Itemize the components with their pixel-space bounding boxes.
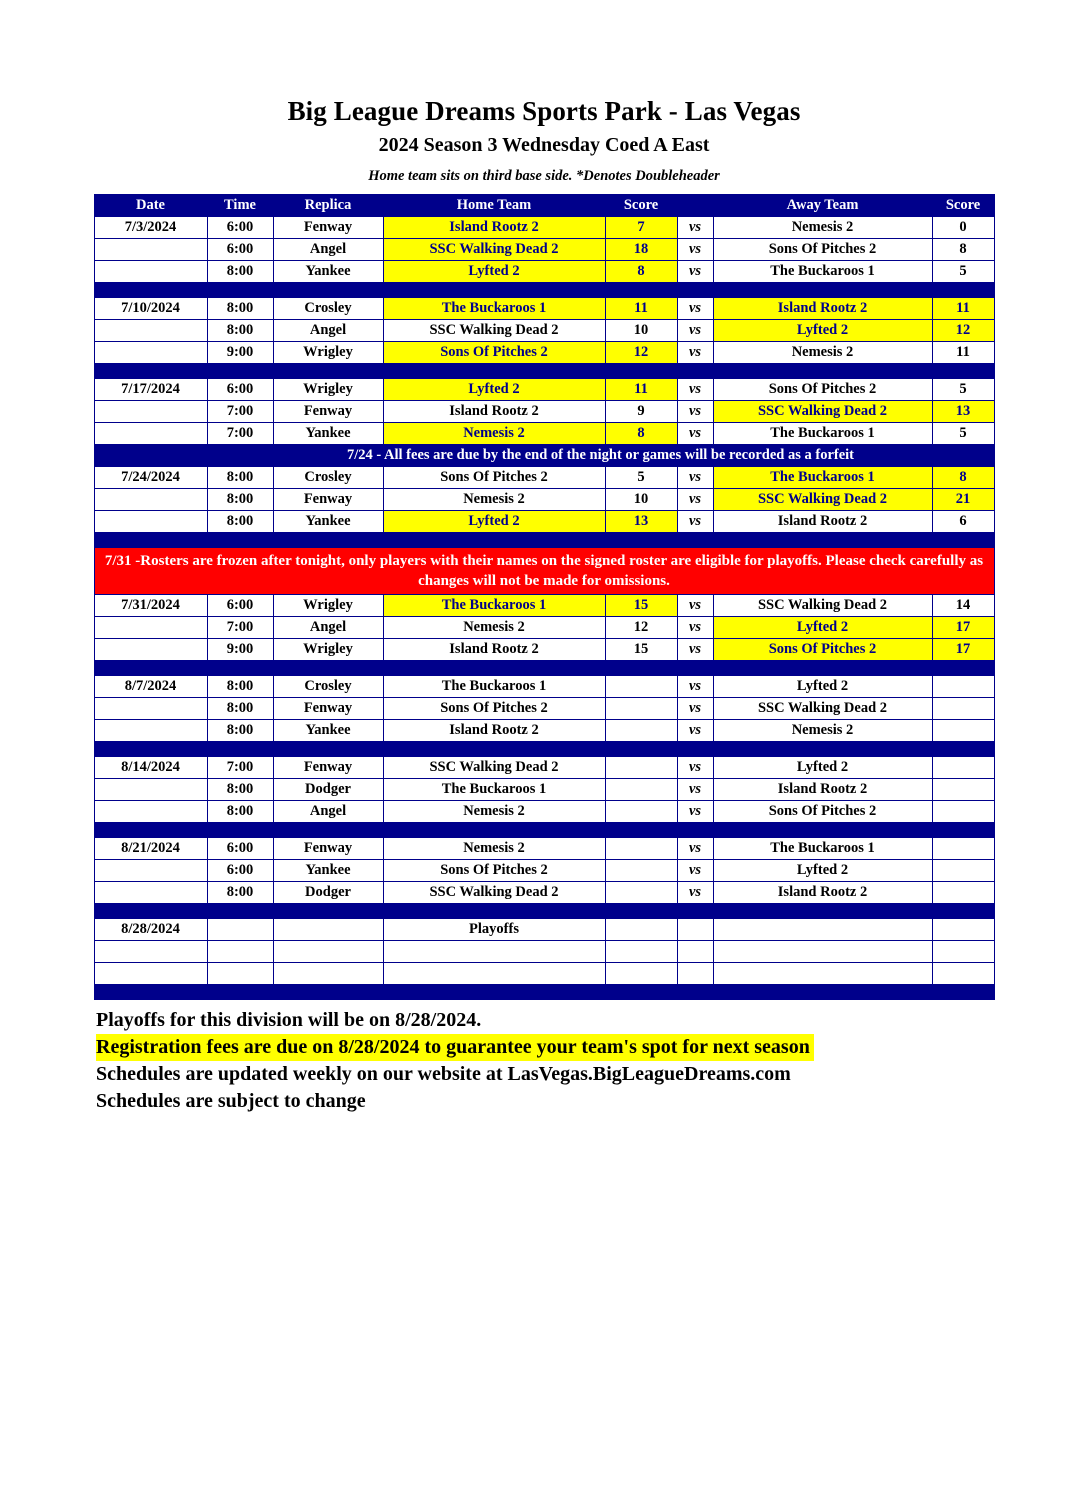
cell-date xyxy=(94,941,207,963)
cell-time: 9:00 xyxy=(207,342,273,364)
cell-home-team: Playoffs xyxy=(383,919,605,941)
cell-away-score: 12 xyxy=(932,320,994,342)
cell-date: 7/10/2024 xyxy=(94,298,207,320)
cell-away-score xyxy=(932,676,994,698)
cell-home-score xyxy=(605,919,677,941)
cell-date: 8/21/2024 xyxy=(94,838,207,860)
cell-home-team: Nemesis 2 xyxy=(383,489,605,511)
cell-away-team: Sons Of Pitches 2 xyxy=(713,239,932,261)
cell-date xyxy=(94,720,207,742)
cell-home-team: SSC Walking Dead 2 xyxy=(383,320,605,342)
cell-home-score: 12 xyxy=(605,342,677,364)
cell-time: 8:00 xyxy=(207,720,273,742)
cell-away-score xyxy=(932,860,994,882)
cell-vs: vs xyxy=(677,511,713,533)
cell-home-team xyxy=(383,963,605,985)
cell-vs: vs xyxy=(677,860,713,882)
cell-replica: Wrigley xyxy=(273,342,383,364)
cell-away-team: The Buckaroos 1 xyxy=(713,261,932,283)
cell-home-score xyxy=(605,698,677,720)
cell-home-team: Island Rootz 2 xyxy=(383,217,605,239)
cell-away-team: Nemesis 2 xyxy=(713,720,932,742)
footer-line-2 xyxy=(94,1061,994,1088)
cell-home-team: SSC Walking Dead 2 xyxy=(383,757,605,779)
cell-away-score xyxy=(932,698,994,720)
cell-home-team: SSC Walking Dead 2 xyxy=(383,239,605,261)
cell-vs xyxy=(677,941,713,963)
column-header-away-score: Score xyxy=(932,195,994,217)
table-row xyxy=(94,860,994,882)
cell-time: 7:00 xyxy=(207,401,273,423)
cell-replica: Yankee xyxy=(273,720,383,742)
cell-time: 6:00 xyxy=(207,217,273,239)
cell-home-score xyxy=(605,860,677,882)
cell-away-score: 5 xyxy=(932,261,994,283)
cell-date xyxy=(94,779,207,801)
cell-replica xyxy=(273,919,383,941)
table-spacer-row xyxy=(94,742,994,757)
cell-replica: Angel xyxy=(273,617,383,639)
cell-home-team: Lyfted 2 xyxy=(383,511,605,533)
cell-home-team: Island Rootz 2 xyxy=(383,639,605,661)
cell-away-team: Sons Of Pitches 2 xyxy=(713,379,932,401)
cell-home-team xyxy=(383,941,605,963)
cell-replica: Angel xyxy=(273,801,383,823)
cell-replica: Angel xyxy=(273,239,383,261)
cell-home-score: 8 xyxy=(605,261,677,283)
cell-away-score xyxy=(932,919,994,941)
cell-away-team: Island Rootz 2 xyxy=(713,298,932,320)
cell-home-team: Island Rootz 2 xyxy=(383,401,605,423)
cell-home-score: 13 xyxy=(605,511,677,533)
table-row xyxy=(94,489,994,511)
banner-text: 7/24 - All fees are due by the end of the night or games will be recorded as a forfeit xyxy=(207,445,994,467)
cell-home-team: Sons Of Pitches 2 xyxy=(383,342,605,364)
cell-away-score: 14 xyxy=(932,595,994,617)
cell-away-score: 13 xyxy=(932,401,994,423)
table-row xyxy=(94,720,994,742)
table-row xyxy=(94,757,994,779)
cell-vs: vs xyxy=(677,676,713,698)
cell-date: 7/3/2024 xyxy=(94,217,207,239)
cell-replica: Dodger xyxy=(273,882,383,904)
cell-home-team: Island Rootz 2 xyxy=(383,720,605,742)
cell-time: 6:00 xyxy=(207,595,273,617)
home-team-note: Home team sits on third base side. *Denotes Doubleheader xyxy=(368,168,720,184)
table-row xyxy=(94,401,994,423)
cell-time: 8:00 xyxy=(207,676,273,698)
cell-replica: Yankee xyxy=(273,423,383,445)
cell-away-team: Lyfted 2 xyxy=(713,676,932,698)
cell-vs: vs xyxy=(677,423,713,445)
footer-text: Schedules are updated weekly on our website at LasVegas.BigLeagueDreams.com xyxy=(96,1063,791,1085)
cell-time: 8:00 xyxy=(207,320,273,342)
cell-away-team: Lyfted 2 xyxy=(713,617,932,639)
cell-replica: Fenway xyxy=(273,757,383,779)
cell-vs xyxy=(677,963,713,985)
cell-time: 8:00 xyxy=(207,801,273,823)
cell-home-score: 15 xyxy=(605,639,677,661)
cell-away-team xyxy=(713,941,932,963)
cell-home-score: 18 xyxy=(605,239,677,261)
table-spacer-row xyxy=(94,283,994,298)
cell-home-score: 15 xyxy=(605,595,677,617)
cell-date xyxy=(94,489,207,511)
table-row xyxy=(94,801,994,823)
cell-away-score xyxy=(932,963,994,985)
cell-home-score: 5 xyxy=(605,467,677,489)
cell-time: 8:00 xyxy=(207,698,273,720)
cell-home-score xyxy=(605,720,677,742)
schedule-table xyxy=(94,194,995,1000)
table-spacer-row xyxy=(94,823,994,838)
column-header-home-score: Score xyxy=(605,195,677,217)
cell-away-score: 17 xyxy=(932,617,994,639)
cell-vs: vs xyxy=(677,838,713,860)
cell-date: 8/28/2024 xyxy=(94,919,207,941)
cell-time: 8:00 xyxy=(207,298,273,320)
cell-away-team: Sons Of Pitches 2 xyxy=(713,639,932,661)
cell-replica: Wrigley xyxy=(273,595,383,617)
column-header-time: Time xyxy=(207,195,273,217)
table-row xyxy=(94,919,994,941)
cell-date xyxy=(94,963,207,985)
cell-time: 7:00 xyxy=(207,757,273,779)
cell-away-team: Sons Of Pitches 2 xyxy=(713,801,932,823)
cell-vs: vs xyxy=(677,239,713,261)
cell-vs: vs xyxy=(677,882,713,904)
cell-time: 8:00 xyxy=(207,261,273,283)
cell-replica: Crosley xyxy=(273,676,383,698)
table-row xyxy=(94,617,994,639)
cell-replica: Yankee xyxy=(273,511,383,533)
cell-home-score: 10 xyxy=(605,320,677,342)
cell-away-team: Lyfted 2 xyxy=(713,757,932,779)
table-row xyxy=(94,963,994,985)
cell-replica: Fenway xyxy=(273,401,383,423)
cell-replica: Fenway xyxy=(273,698,383,720)
cell-home-score xyxy=(605,676,677,698)
cell-vs: vs xyxy=(677,617,713,639)
cell-away-team: Lyfted 2 xyxy=(713,320,932,342)
spacer-cell xyxy=(94,742,994,757)
cell-replica: Wrigley xyxy=(273,639,383,661)
cell-home-team: Nemesis 2 xyxy=(383,423,605,445)
cell-home-team: Sons Of Pitches 2 xyxy=(383,860,605,882)
banner-date-cell xyxy=(94,445,207,467)
notice-banner-row xyxy=(94,445,994,467)
cell-away-team: Nemesis 2 xyxy=(713,342,932,364)
cell-away-team: SSC Walking Dead 2 xyxy=(713,401,932,423)
cell-time: 6:00 xyxy=(207,838,273,860)
cell-home-score: 10 xyxy=(605,489,677,511)
cell-date xyxy=(94,511,207,533)
cell-home-team: Nemesis 2 xyxy=(383,838,605,860)
cell-away-score xyxy=(932,757,994,779)
footer-text: Schedules are subject to change xyxy=(96,1090,366,1112)
table-row xyxy=(94,698,994,720)
cell-away-score: 0 xyxy=(932,217,994,239)
cell-away-score: 17 xyxy=(932,639,994,661)
cell-date xyxy=(94,401,207,423)
cell-time: 8:00 xyxy=(207,882,273,904)
cell-home-team: Nemesis 2 xyxy=(383,617,605,639)
table-spacer-row xyxy=(94,904,994,919)
cell-vs: vs xyxy=(677,261,713,283)
cell-date xyxy=(94,617,207,639)
cell-date xyxy=(94,423,207,445)
table-row xyxy=(94,239,994,261)
footer-line-0 xyxy=(94,1007,994,1034)
footer-text-highlight: Registration fees are due on 8/28/2024 to guarantee your team's spot for next season xyxy=(96,1034,814,1061)
cell-home-team: Sons Of Pitches 2 xyxy=(383,698,605,720)
cell-away-score: 8 xyxy=(932,467,994,489)
table-row xyxy=(94,941,994,963)
cell-home-score xyxy=(605,757,677,779)
cell-replica: Yankee xyxy=(273,860,383,882)
cell-date xyxy=(94,320,207,342)
cell-home-score xyxy=(605,838,677,860)
spacer-cell xyxy=(94,533,994,548)
cell-time xyxy=(207,919,273,941)
cell-away-score xyxy=(932,801,994,823)
cell-away-team xyxy=(713,919,932,941)
cell-vs: vs xyxy=(677,298,713,320)
cell-away-score xyxy=(932,941,994,963)
cell-home-team: Nemesis 2 xyxy=(383,801,605,823)
cell-home-team: SSC Walking Dead 2 xyxy=(383,882,605,904)
footer-line-3 xyxy=(94,1088,994,1115)
table-row xyxy=(94,595,994,617)
cell-vs: vs xyxy=(677,801,713,823)
cell-time: 6:00 xyxy=(207,379,273,401)
spacer-cell xyxy=(94,661,994,676)
cell-time xyxy=(207,941,273,963)
table-row xyxy=(94,511,994,533)
table-row xyxy=(94,217,994,239)
cell-time: 6:00 xyxy=(207,860,273,882)
cell-away-score: 5 xyxy=(932,379,994,401)
cell-date: 8/7/2024 xyxy=(94,676,207,698)
cell-date xyxy=(94,342,207,364)
table-row xyxy=(94,639,994,661)
cell-replica: Crosley xyxy=(273,467,383,489)
cell-vs: vs xyxy=(677,489,713,511)
cell-date: 8/14/2024 xyxy=(94,757,207,779)
cell-date xyxy=(94,698,207,720)
cell-time: 6:00 xyxy=(207,239,273,261)
cell-replica: Fenway xyxy=(273,489,383,511)
footer-line-1 xyxy=(94,1034,994,1061)
cell-away-team xyxy=(713,963,932,985)
cell-home-score: 11 xyxy=(605,379,677,401)
cell-time: 8:00 xyxy=(207,467,273,489)
table-row xyxy=(94,676,994,698)
page-subtitle: 2024 Season 3 Wednesday Coed A East xyxy=(378,134,710,156)
cell-away-score xyxy=(932,720,994,742)
cell-away-team: Lyfted 2 xyxy=(713,860,932,882)
table-row xyxy=(94,342,994,364)
cell-home-team: Lyfted 2 xyxy=(383,261,605,283)
cell-away-team: Island Rootz 2 xyxy=(713,779,932,801)
cell-time xyxy=(207,963,273,985)
cell-away-score: 11 xyxy=(932,298,994,320)
cell-vs xyxy=(677,919,713,941)
cell-home-score: 8 xyxy=(605,423,677,445)
cell-vs: vs xyxy=(677,757,713,779)
table-header-row xyxy=(94,195,994,217)
cell-away-team: The Buckaroos 1 xyxy=(713,423,932,445)
cell-date xyxy=(94,261,207,283)
table-body xyxy=(94,217,994,1000)
table-spacer-row xyxy=(94,985,994,1000)
cell-away-team: The Buckaroos 1 xyxy=(713,467,932,489)
cell-vs: vs xyxy=(677,342,713,364)
roster-freeze-banner-row xyxy=(94,548,994,595)
cell-time: 8:00 xyxy=(207,779,273,801)
cell-home-score xyxy=(605,963,677,985)
cell-away-score: 5 xyxy=(932,423,994,445)
cell-home-score xyxy=(605,801,677,823)
table-row xyxy=(94,379,994,401)
cell-away-score: 21 xyxy=(932,489,994,511)
cell-date xyxy=(94,860,207,882)
cell-date xyxy=(94,639,207,661)
cell-away-team: SSC Walking Dead 2 xyxy=(713,595,932,617)
table-row xyxy=(94,838,994,860)
table-spacer-row xyxy=(94,533,994,548)
cell-away-team: Island Rootz 2 xyxy=(713,882,932,904)
column-header-vs xyxy=(677,195,713,217)
cell-time: 8:00 xyxy=(207,511,273,533)
cell-home-score: 7 xyxy=(605,217,677,239)
cell-replica: Dodger xyxy=(273,779,383,801)
table-row xyxy=(94,423,994,445)
cell-home-team: The Buckaroos 1 xyxy=(383,595,605,617)
table-row xyxy=(94,467,994,489)
column-header-away-team: Away Team xyxy=(713,195,932,217)
cell-vs: vs xyxy=(677,217,713,239)
cell-away-team: Island Rootz 2 xyxy=(713,511,932,533)
cell-away-score: 11 xyxy=(932,342,994,364)
spacer-cell xyxy=(94,985,994,1000)
spacer-cell xyxy=(94,283,994,298)
cell-away-score: 8 xyxy=(932,239,994,261)
footer-notes xyxy=(94,1007,994,1115)
cell-home-team: The Buckaroos 1 xyxy=(383,676,605,698)
cell-away-team: SSC Walking Dead 2 xyxy=(713,489,932,511)
cell-replica: Crosley xyxy=(273,298,383,320)
cell-home-team: Lyfted 2 xyxy=(383,379,605,401)
cell-date: 7/31/2024 xyxy=(94,595,207,617)
table-row xyxy=(94,298,994,320)
cell-away-score xyxy=(932,838,994,860)
cell-time: 8:00 xyxy=(207,489,273,511)
cell-replica: Wrigley xyxy=(273,379,383,401)
cell-home-score: 11 xyxy=(605,298,677,320)
cell-home-score: 12 xyxy=(605,617,677,639)
cell-replica xyxy=(273,963,383,985)
table-spacer-row xyxy=(94,661,994,676)
cell-date: 7/17/2024 xyxy=(94,379,207,401)
cell-date xyxy=(94,882,207,904)
cell-replica: Yankee xyxy=(273,261,383,283)
cell-date xyxy=(94,801,207,823)
cell-home-score xyxy=(605,941,677,963)
table-row xyxy=(94,779,994,801)
table-row xyxy=(94,320,994,342)
cell-date: 7/24/2024 xyxy=(94,467,207,489)
cell-replica: Fenway xyxy=(273,838,383,860)
cell-home-score: 9 xyxy=(605,401,677,423)
cell-home-team: The Buckaroos 1 xyxy=(383,779,605,801)
cell-replica xyxy=(273,941,383,963)
cell-away-score: 6 xyxy=(932,511,994,533)
schedule-document xyxy=(0,96,1088,1504)
cell-replica: Fenway xyxy=(273,217,383,239)
table-row xyxy=(94,882,994,904)
cell-time: 7:00 xyxy=(207,617,273,639)
column-header-replica: Replica xyxy=(273,195,383,217)
column-header-home-team: Home Team xyxy=(383,195,605,217)
cell-vs: vs xyxy=(677,779,713,801)
cell-time: 9:00 xyxy=(207,639,273,661)
cell-vs: vs xyxy=(677,379,713,401)
cell-home-team: Sons Of Pitches 2 xyxy=(383,467,605,489)
cell-vs: vs xyxy=(677,720,713,742)
spacer-cell xyxy=(94,364,994,379)
cell-home-score xyxy=(605,882,677,904)
table-row xyxy=(94,261,994,283)
spacer-cell xyxy=(94,823,994,838)
column-header-date: Date xyxy=(94,195,207,217)
spacer-cell xyxy=(94,904,994,919)
roster-freeze-banner-text: 7/31 -Rosters are frozen after tonight, only players with their names on the signed roster are eligible for playoffs. Please check carefully as changes will not be made for omissions. xyxy=(94,548,994,595)
cell-vs: vs xyxy=(677,320,713,342)
cell-vs: vs xyxy=(677,698,713,720)
cell-home-score xyxy=(605,779,677,801)
table-spacer-row xyxy=(94,364,994,379)
footer-text: Playoffs for this division will be on 8/28/2024. xyxy=(96,1009,482,1031)
cell-vs: vs xyxy=(677,595,713,617)
page-title: Big League Dreams Sports Park - Las Vegas xyxy=(287,96,801,126)
cell-vs: vs xyxy=(677,467,713,489)
cell-date xyxy=(94,239,207,261)
cell-away-score xyxy=(932,882,994,904)
cell-home-team: The Buckaroos 1 xyxy=(383,298,605,320)
cell-away-team: SSC Walking Dead 2 xyxy=(713,698,932,720)
cell-vs: vs xyxy=(677,401,713,423)
cell-away-team: The Buckaroos 1 xyxy=(713,838,932,860)
cell-away-score xyxy=(932,779,994,801)
cell-time: 7:00 xyxy=(207,423,273,445)
cell-vs: vs xyxy=(677,639,713,661)
cell-away-team: Nemesis 2 xyxy=(713,217,932,239)
cell-replica: Angel xyxy=(273,320,383,342)
